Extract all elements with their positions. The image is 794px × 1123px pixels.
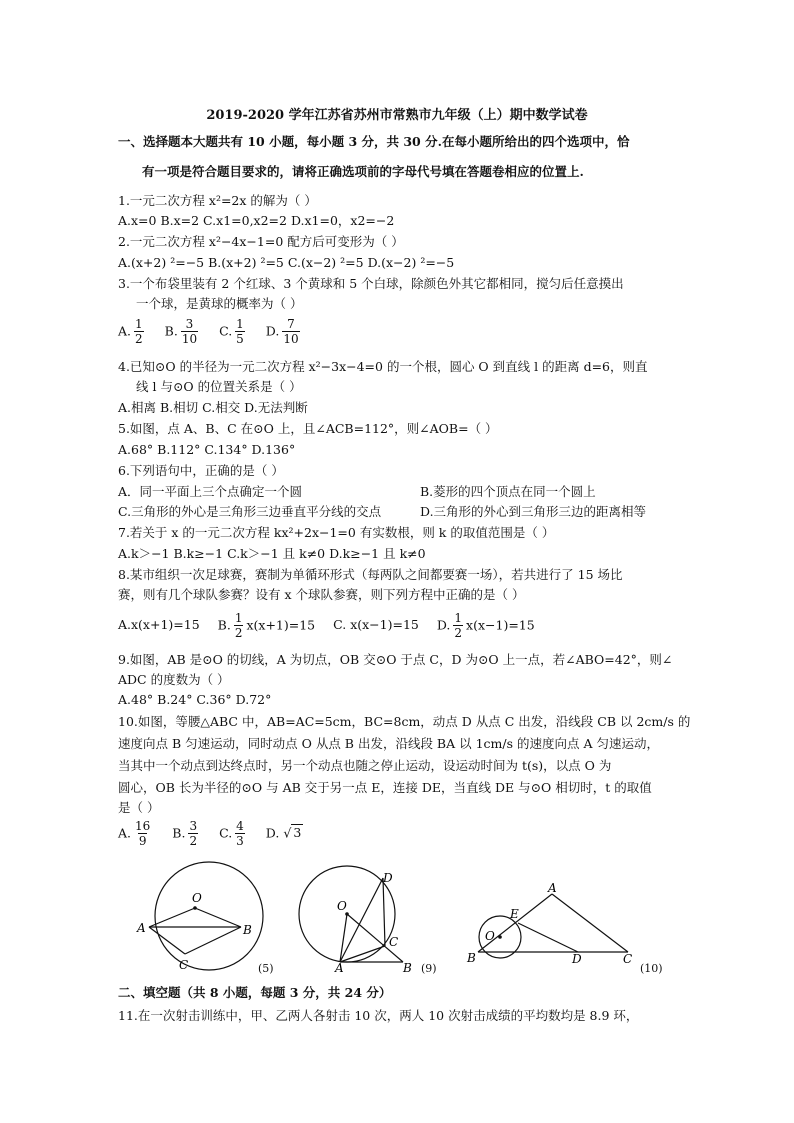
fig5-label-o: O <box>192 891 202 905</box>
q11-stem: 11.在一次射击训练中，甲、乙两人各射击 10 次，两人 10 次射击成绩的平均数均是 8.9 环， <box>118 1008 639 1023</box>
q2-options: A.(x+2) ²=−5 B.(x+2) ²=5 C.(x−2) ²=5 D.(x−2) ²=−5 <box>118 255 455 270</box>
q4-stem-cont: 线 l 与⊙O 的位置关系是（ ） <box>136 379 302 394</box>
q3-option-b: B. $\frac{3}{10}$ <box>164 317 198 346</box>
page-title: 2019-2020 学年江苏省苏州市常熟市九年级（上）期中数学试卷 <box>206 108 588 123</box>
fig5-label-b: B <box>243 923 252 937</box>
q3-option-a: A. $\frac{1}{2}$ <box>118 317 143 346</box>
q9-options: A.48° B.24° C.36° D.72° <box>118 692 272 707</box>
q7-stem: 7.若关于 x 的一元二次方程 kx²+2x−1=0 有实数根，则 k 的取值范围是（ ） <box>118 525 555 540</box>
q3-stem-cont: 一个球，是黄球的概率为（ ） <box>136 296 303 311</box>
q9-stem-cont: ADC 的度数为（ ） <box>118 672 230 687</box>
q10-stem-4: 圆心，OB 长为半径的⊙O 与 AB 交于另一点 E，连接 DE，当直线 DE 与⊙O 相切时，t 的取值 <box>118 780 652 795</box>
q3-options <box>118 318 317 345</box>
q8-option-a: A.x(x+1)=15 <box>118 617 200 633</box>
q10-stem-5: 是（ ） <box>118 800 160 815</box>
q5-stem: 5.如图，点 A、B、C 在⊙O 上，且∠ACB=112°，则∠AOB=（ ） <box>118 421 498 436</box>
q1-options: A.x=0 B.x=2 C.x1=0,x2=2 D.x1=0，x2=−2 <box>118 213 395 228</box>
q8-option-d: D. $\frac{1}{2}$ x(x−1)=15 <box>436 611 535 640</box>
fig5-label-c: C <box>179 958 189 972</box>
q8-option-c: C. x(x−1)=15 <box>333 617 419 633</box>
q10-options <box>118 820 317 847</box>
figure-5-caption: (5) <box>258 962 274 975</box>
section2-heading: 二、填空题（共 8 小题，每题 3 分，共 24 分） <box>118 985 392 1000</box>
fig9-label-a: A <box>335 961 344 975</box>
q9-stem: 9.如图，AB 是⊙O 的切线，A 为切点，OB 交⊙O 于点 C，D 为⊙O 上一点，若∠ABO=42°，则∠ <box>118 652 673 667</box>
fig9-label-o: O <box>337 899 347 913</box>
q10-option-b: B. $\frac{3}{2}$ <box>172 819 198 848</box>
q3-option-d: D. $\frac{7}{10}$ <box>265 317 299 346</box>
q8-stem: 8.某市组织一次足球赛，赛制为单循环形式（每两队之间都要赛一场），若共进行了 15 场比 <box>118 567 623 582</box>
fig10-label-b: B <box>467 951 476 965</box>
fig10-label-c: C <box>623 952 633 966</box>
q4-stem: 4.已知⊙O 的半径为一元二次方程 x²−3x−4=0 的一个根，圆心 O 到直线 l 的距离 d=6，则直 <box>118 359 648 374</box>
q6-stem: 6.下列语句中，正确的是（ ） <box>118 463 284 478</box>
figure-9-circle-diagram <box>295 860 445 975</box>
q6-option-a: A．同一平面上三个点确定一个圆 <box>118 484 303 499</box>
q6-option-b: B.菱形的四个顶点在同一个圆上 <box>420 484 596 499</box>
q7-options: A.k＞−1 B.k≥−1 C.k＞−1 且 k≠0 D.k≥−1 且 k≠0 <box>118 546 426 561</box>
q3-stem: 3.一个布袋里装有 2 个红球、3 个黄球和 5 个白球，除颜色外其它都相同，搅匀后任意摸出 <box>118 276 624 291</box>
q2-stem: 2.一元二次方程 x²−4x−1=0 配方后可变形为（ ） <box>118 234 404 249</box>
q8-option-b: B. $\frac{1}{2}$ x(x+1)=15 <box>217 611 316 640</box>
q10-stem-3: 当其中一个动点到达终点时，另一个动点也随之停止运动，设运动时间为 t(s)，以点 O 为 <box>118 758 612 773</box>
q10-stem: 10.如图，等腰△ABC 中，AB=AC=5cm，BC=8cm，动点 D 从点 C 出发，沿线段 CB 以 2cm/s 的 <box>118 714 691 729</box>
section1-heading: 一、选择题本大题共有 10 小题，每小题 3 分，共 30 分.在每小题所给出的四个选项中，恰 <box>118 134 630 149</box>
q3-option-c: C. $\frac{1}{5}$ <box>219 317 244 346</box>
q6-option-c: C.三角形的外心是三角形三边垂直平分线的交点 <box>118 504 382 519</box>
fig10-label-e: E <box>510 907 519 921</box>
q4-options: A.相离 B.相切 C.相交 D.无法判断 <box>118 400 308 415</box>
fig9-label-d: D <box>383 871 393 885</box>
section1-heading-cont: 有一项是符合题目要求的，请将正确选项前的字母代号填在答题卷相应的位置上. <box>142 164 584 179</box>
q8-stem-cont: 赛，则有几个球队参赛？设有 x 个球队参赛，则下列方程中正确的是（ ） <box>118 587 525 602</box>
q8-options <box>118 612 549 639</box>
figure-5-circle-diagram <box>135 860 285 975</box>
figure-10-triangle-diagram <box>462 882 662 972</box>
q5-options: A.68° B.112° C.134° D.136° <box>118 442 296 457</box>
q10-option-a: A. $\frac{16}{9}$ <box>118 819 151 848</box>
q10-stem-2: 速度向点 B 匀速运动，同时动点 O 从点 B 出发，沿线段 BA 以 1cm/s 的速度向点 A 匀速运动， <box>118 736 659 751</box>
fig10-label-o: O <box>485 929 495 943</box>
fig9-label-b: B <box>403 961 412 975</box>
q6-option-d: D.三角形的外心到三角形三边的距离相等 <box>420 504 647 519</box>
q1-stem: 1.一元二次方程 x²=2x 的解为（ ） <box>118 193 317 208</box>
fig10-label-a: A <box>548 882 557 895</box>
fig5-label-a: A <box>137 921 146 935</box>
figure-10-caption: (10) <box>640 962 663 975</box>
q10-option-d: D. √ 3 <box>265 825 302 841</box>
fig9-label-c: C <box>389 935 399 949</box>
figure-9-caption: (9) <box>421 962 437 975</box>
q10-option-c: C. $\frac{4}{3}$ <box>219 819 244 848</box>
fig10-label-d: D <box>572 952 582 966</box>
